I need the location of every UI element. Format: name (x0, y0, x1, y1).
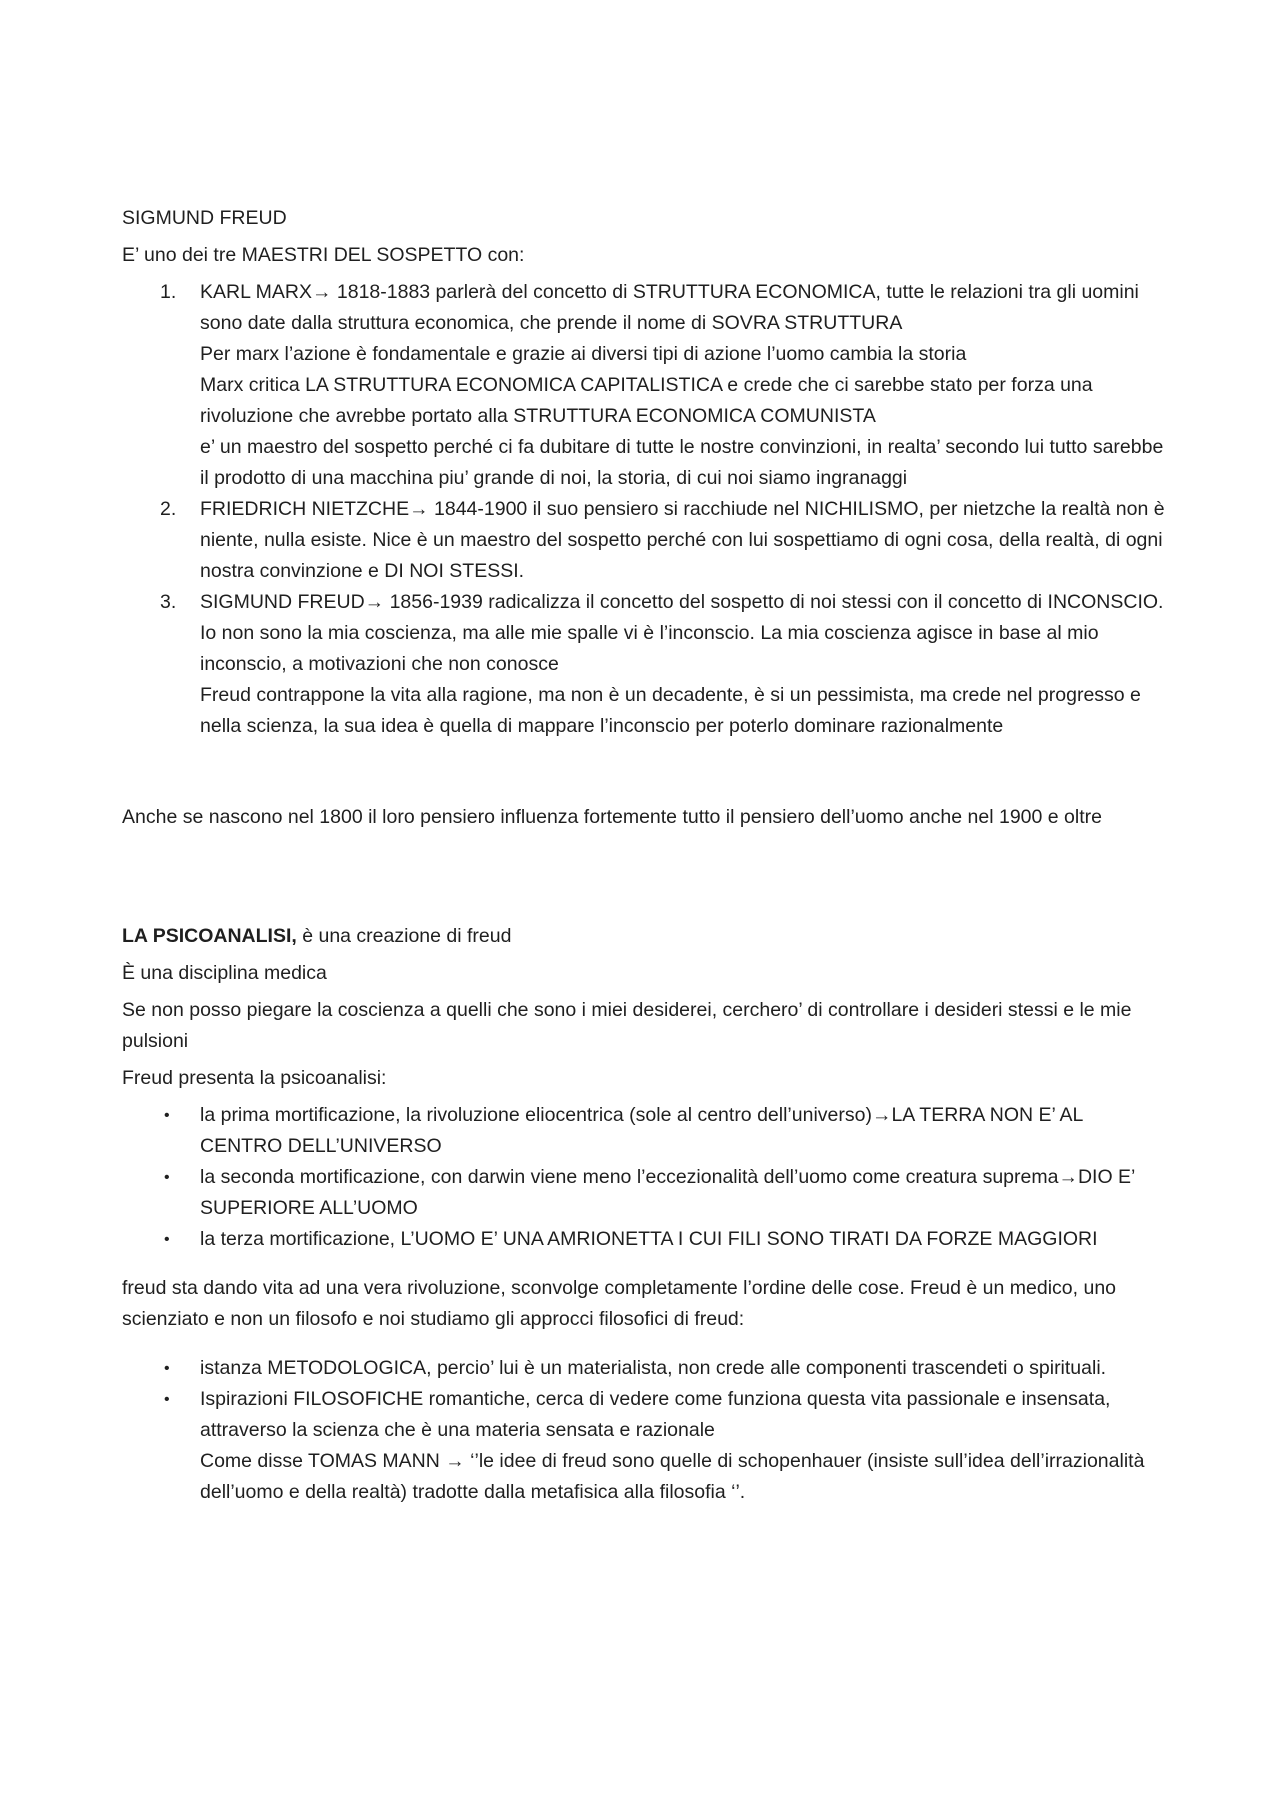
list-item-line: la seconda mortificazione, con darwin viene meno l’eccezionalità dell’uomo come creatura suprema→DIO E’ SUPERIORE ALL’UOMO (200, 1166, 1135, 1219)
bullet-icon: • (164, 1231, 170, 1248)
mortificazioni-list (122, 1100, 1167, 1255)
list-number: 1. (160, 281, 177, 303)
psicoanalisi-heading: LA PSICOANALISI, (122, 925, 297, 947)
bullet-icon: • (164, 1107, 170, 1124)
list-item (122, 1162, 1167, 1224)
spacer (122, 851, 1167, 921)
document-page (122, 203, 1167, 1526)
bullet-icon: • (164, 1391, 170, 1408)
list-item-nietzche (122, 494, 1167, 587)
list-item-line: KARL MARX→ 1818-1883 parlerà del concetto di STRUTTURA ECONOMICA, tutte le relazioni tra gli uomini sono date dalla struttura economica, che prende il nome di SOVRA STRUTTURA (200, 281, 1139, 334)
psicoanalisi-paragraph (122, 921, 1167, 952)
list-item-line: la prima mortificazione, la rivoluzione eliocentrica (sole al centro dell’universo)→LA TERRA NON E’ AL CENTRO DELL’UNIVERSO (200, 1104, 1083, 1157)
list-item-line: Freud contrappone la vita alla ragione, ma non è un decadente, è si un pessimista, ma crede nel progresso e nella scienza, la sua idea è quella di mappare l’inconscio per poterlo dominare razionalmente (200, 684, 1141, 737)
list-item-freud (122, 587, 1167, 742)
psicoanalisi-text: è una creazione di freud (296, 925, 512, 947)
list-item (122, 1224, 1167, 1255)
bullet-icon: • (164, 1360, 170, 1377)
spacer (122, 760, 1167, 802)
intro-paragraph: E’ uno dei tre MAESTRI DEL SOSPETTO con: (122, 244, 525, 266)
list-item (122, 1384, 1167, 1508)
list-item-line: FRIEDRICH NIETZCHE→ 1844-1900 il suo pensiero si racchiude nel NICHILISMO, per nietzche la realtà non è niente, nulla esiste. Nice è un maestro del sospetto perché con lui sospettiamo di ogni cosa, della realtà, di ogni nostra convinzione e DI NOI STESSI. (200, 498, 1165, 582)
presenta-paragraph: Freud presenta la psicoanalisi: (122, 1067, 387, 1089)
list-item-line: Come disse TOMAS MANN → ‘’le idee di freud sono quelle di schopenhauer (insiste sull’idea dell’irrazionalità dell’uomo e della realtà) tradotte dalla metafisica alla filosofia ‘’. (200, 1450, 1145, 1503)
list-item-line: Marx critica LA STRUTTURA ECONOMICA CAPITALISTICA e crede che ci sarebbe stato per forza una rivoluzione che avrebbe portato alla STRUTTURA ECONOMICA COMUNISTA (200, 374, 1093, 427)
list-item-line: istanza METODOLOGICA, percio’ lui è un materialista, non crede alle componenti trascendeti o spirituali. (200, 1357, 1107, 1379)
list-number: 3. (160, 591, 177, 613)
list-item-line: Ispirazioni FILOSOFICHE romantiche, cerca di vedere come funziona questa vita passionale e insensata, attraverso la scienza che è una materia sensata e razionale (200, 1388, 1111, 1441)
coscienza-paragraph: Se non posso piegare la coscienza a quelli che sono i miei desiderei, cerchero’ di controllare i desideri stessi e le mie pulsioni (122, 999, 1132, 1052)
list-item-line: SIGMUND FREUD→ 1856-1939 radicalizza il concetto del sospetto di noi stessi con il concetto di INCONSCIO. Io non sono la mia coscienza, ma alle mie spalle vi è l’inconscio. La mia coscienza agisce in base al mio inconscio, a motivazioni che non conosce (200, 591, 1164, 675)
bullet-icon: • (164, 1169, 170, 1186)
influence-paragraph: Anche se nascono nel 1800 il loro pensiero influenza fortemente tutto il pensiero dell’uomo anche nel 1900 e oltre (122, 806, 1102, 828)
masters-list (122, 277, 1167, 742)
list-item-line: Per marx l’azione è fondamentale e grazie ai diversi tipi di azione l’uomo cambia la storia (200, 343, 967, 365)
list-item-marx (122, 277, 1167, 494)
list-item-line: la terza mortificazione, L’UOMO E’ UNA AMRIONETTA I CUI FILI SONO TIRATI DA FORZE MAGGIORI (200, 1228, 1098, 1250)
list-item (122, 1353, 1167, 1384)
approcci-list (122, 1353, 1167, 1508)
list-item-line: e’ un maestro del sospetto perché ci fa dubitare di tutte le nostre convinzioni, in realta’ secondo lui tutto sarebbe il prodotto di una macchina piu’ grande di noi, la storia, di cui noi siamo ingranaggi (200, 436, 1164, 489)
document-title: SIGMUND FREUD (122, 207, 287, 229)
disciplina-paragraph: È una disciplina medica (122, 962, 327, 984)
list-item (122, 1100, 1167, 1162)
rivoluzione-paragraph: freud sta dando vita ad una vera rivoluzione, sconvolge completamente l’ordine delle cose. Freud è un medico, uno scienziato e non un filosofo e noi studiamo gli approcci filosofici di freud: (122, 1277, 1117, 1330)
list-number: 2. (160, 498, 177, 520)
